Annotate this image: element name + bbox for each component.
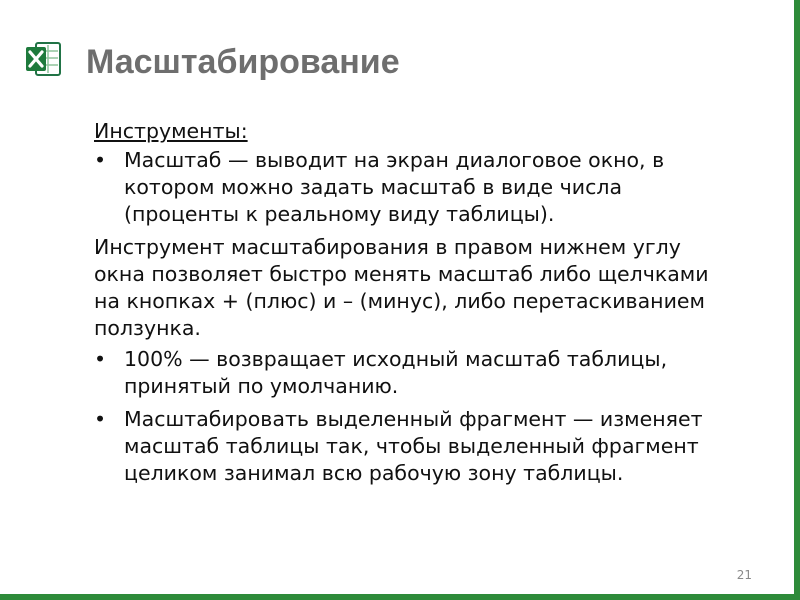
- page-number: 21: [736, 568, 752, 582]
- slide-content: [94, 118, 734, 493]
- slide-title: Масштабирование: [86, 43, 400, 81]
- section-heading: Инструменты:: [94, 119, 248, 143]
- bullet-text: Масштабировать выделенный фрагмент — изменяет масштаб таблицы так, чтобы выделенный фрагмент целиком занимал всю рабочую зону таблицы.: [124, 407, 703, 485]
- bullet-marker: •: [94, 347, 107, 371]
- bullet-item: [94, 147, 734, 228]
- bullet-marker: •: [94, 407, 107, 431]
- bullet-text: Масштаб — выводит на экран диалоговое окно, в котором можно задать масштаб в виде числа (проценты к реальному виду таблицы).: [124, 148, 665, 226]
- bullet-item: [94, 406, 734, 487]
- bullet-text: 100% — возвращает исходный масштаб таблицы, принятый по умолчанию.: [124, 347, 668, 398]
- excel-icon: [24, 40, 62, 78]
- bullet-item: [94, 346, 734, 400]
- bullet-marker: •: [94, 148, 107, 172]
- paragraph: Инструмент масштабирования в правом нижнем углу окна позволяет быстро менять масштаб либо щелчками на кнопках + (плюс) и – (минус), либо перетаскиванием ползунка.: [94, 235, 709, 340]
- bottom-accent-bar: [0, 594, 800, 600]
- right-accent-bar: [794, 0, 800, 600]
